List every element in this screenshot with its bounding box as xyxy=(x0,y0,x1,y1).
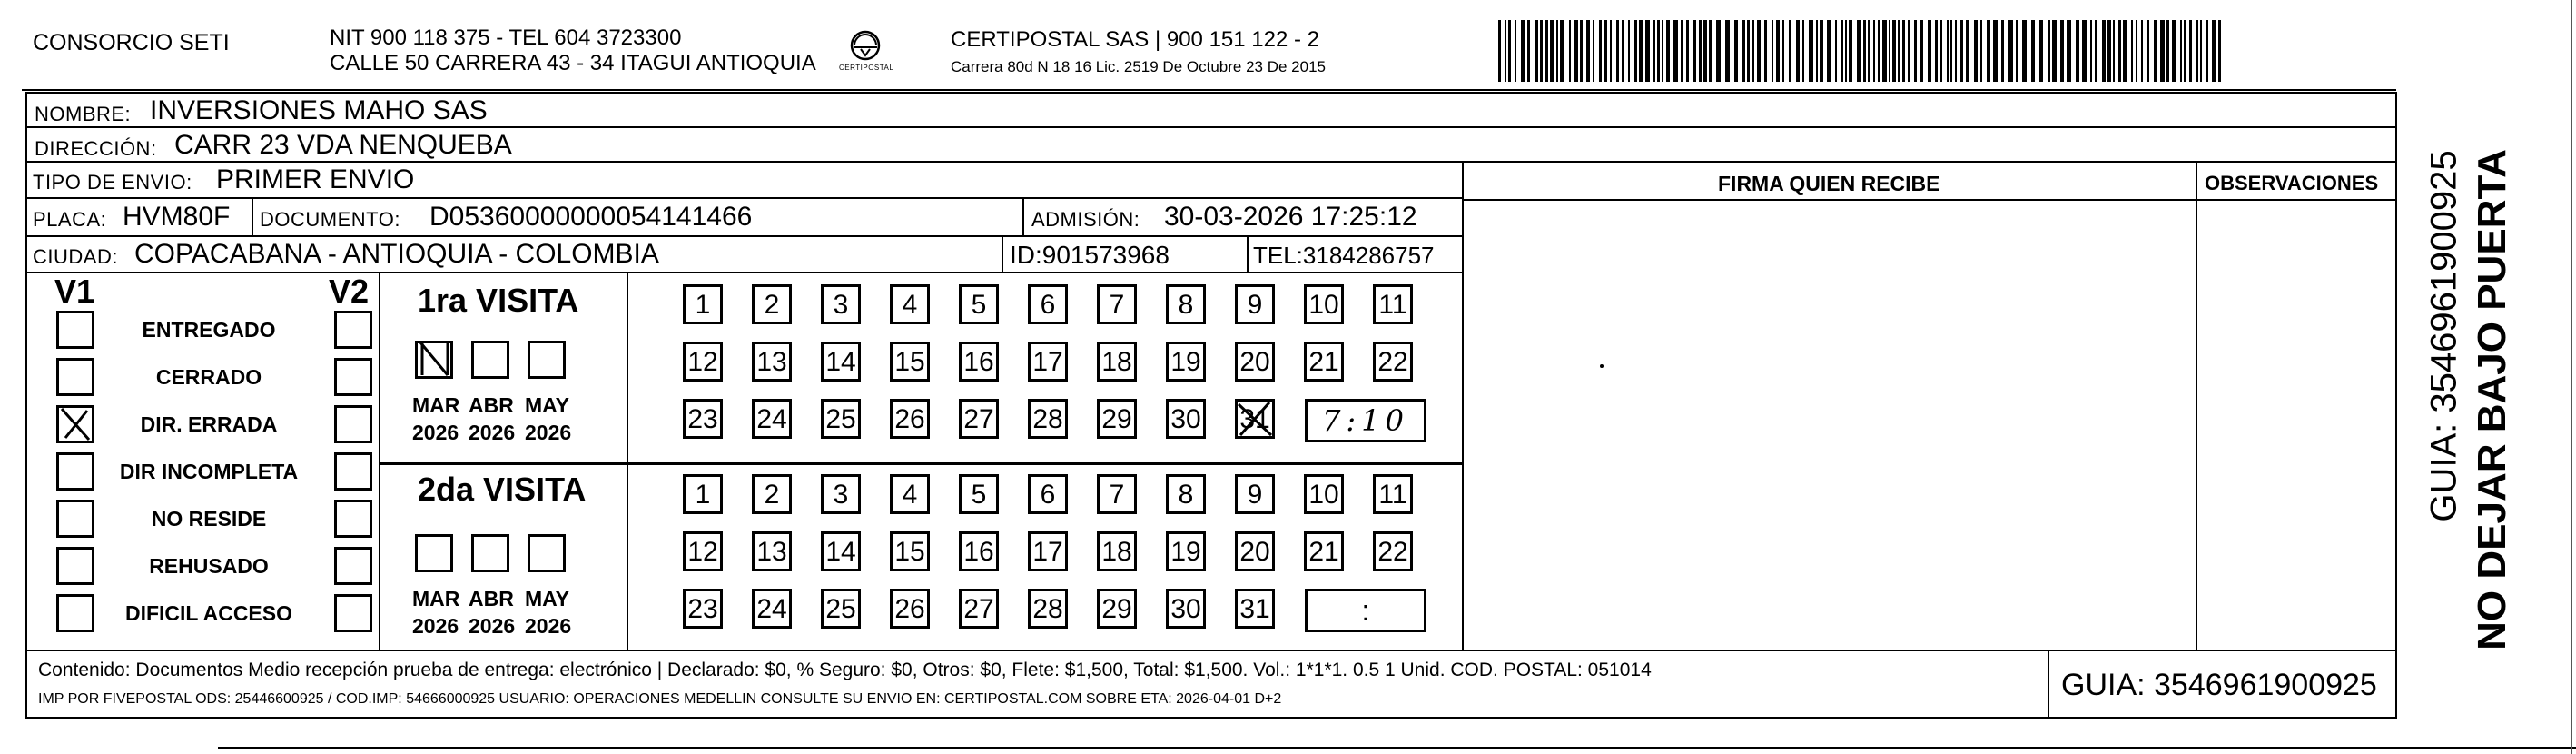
hand-month-mark xyxy=(415,339,453,379)
month-checkbox[interactable] xyxy=(415,534,453,572)
v1-checkbox[interactable] xyxy=(56,547,94,585)
day-box[interactable]: 24 xyxy=(752,399,792,439)
month-label: MAY xyxy=(525,587,569,610)
month-label: MAR xyxy=(412,587,460,610)
barcode-bar xyxy=(1716,20,1721,82)
hand-day-mark xyxy=(1235,399,1275,439)
month-checkbox[interactable] xyxy=(471,341,509,379)
barcode-bar xyxy=(1616,20,1619,82)
barcode-bar xyxy=(1657,20,1660,82)
divider xyxy=(1022,197,1024,235)
day-box[interactable]: 11 xyxy=(1373,474,1413,514)
placa-row xyxy=(25,197,1464,237)
ciudad-value: COPACABANA - ANTIOQUIA - COLOMBIA xyxy=(134,239,659,269)
barcode-bar xyxy=(1816,20,1818,82)
v2-checkbox[interactable] xyxy=(334,405,372,443)
day-box[interactable]: 24 xyxy=(752,589,792,629)
year-label: 2026 xyxy=(469,421,516,444)
tipo-row xyxy=(25,161,1464,199)
month-checkbox[interactable] xyxy=(471,534,509,572)
v2-checkbox[interactable] xyxy=(334,547,372,585)
tipo-value: PRIMER ENVIO xyxy=(216,164,415,194)
barcode-bar xyxy=(1841,20,1843,82)
barcode-bar xyxy=(1703,20,1707,82)
day-box[interactable]: 25 xyxy=(821,399,861,439)
status-option-label: NO RESIDE xyxy=(151,507,267,531)
firma-area xyxy=(1464,161,2197,651)
month-label: MAR xyxy=(412,393,460,417)
barcode-bar xyxy=(2154,20,2157,82)
day-box[interactable]: 22 xyxy=(1373,342,1413,382)
barcode-bar xyxy=(1569,20,1571,82)
day-box[interactable]: 17 xyxy=(1028,342,1068,382)
documento-label: DOCUMENTO: xyxy=(260,208,400,231)
barcode-bar xyxy=(1955,20,1957,82)
v1-checkbox[interactable] xyxy=(56,500,94,538)
barcode-bar xyxy=(1974,20,1978,82)
barcode-bar xyxy=(1747,20,1750,82)
barcode-bar xyxy=(1920,20,1923,82)
day-box[interactable]: 30 xyxy=(1166,399,1206,439)
barcode-bar xyxy=(2016,20,2018,82)
barcode-bar xyxy=(1764,20,1767,82)
v2-checkbox[interactable] xyxy=(334,311,372,349)
v1-label: V1 xyxy=(54,273,95,310)
placa-value: HVM80F xyxy=(123,202,231,232)
barcode-bar xyxy=(1782,20,1784,82)
day-box[interactable]: 21 xyxy=(1304,531,1344,571)
day-box[interactable]: 27 xyxy=(959,399,999,439)
day-box[interactable]: 8 xyxy=(1166,474,1206,514)
time-box[interactable]: 7:10 xyxy=(1305,399,1426,442)
day-box[interactable]: 19 xyxy=(1166,531,1206,571)
status-option-label: ENTREGADO xyxy=(142,318,276,342)
id-value: ID:901573968 xyxy=(1010,241,1170,269)
barcode-bar xyxy=(2082,20,2087,82)
barcode-bar xyxy=(1508,20,1511,82)
barcode-bar xyxy=(1545,20,1548,82)
barcode-bar xyxy=(2189,20,2192,82)
barcode-bar xyxy=(1980,20,1982,82)
admision-value: 30-03-2026 17:25:12 xyxy=(1164,202,1417,232)
logo-caption: CERTIPOSTAL xyxy=(839,64,894,72)
barcode-bar xyxy=(1540,20,1543,82)
certipostal-logo xyxy=(834,29,897,80)
barcode-bar xyxy=(2090,20,2092,82)
barcode-bar xyxy=(2123,20,2127,82)
day-box[interactable]: 12 xyxy=(683,531,723,571)
nombre-row xyxy=(25,92,2397,128)
barcode-bar xyxy=(2180,20,2182,82)
barcode-bar xyxy=(1889,20,1890,82)
day-box[interactable]: 10 xyxy=(1304,474,1344,514)
barcode-bar xyxy=(2172,20,2176,82)
barcode-bar xyxy=(1639,20,1643,82)
barcode-bar xyxy=(1734,20,1738,82)
divider xyxy=(1247,235,1249,272)
barcode-bar xyxy=(2200,20,2202,82)
admision-label: ADMISIÓN: xyxy=(1031,208,1140,231)
imp-text: IMP POR FIVEPOSTAL ODS: 25446600925 / COD.IMP: 54666000925 USUARIO: OPERACIONES MEDELLIN CONSULTE SU ENVIO EN: CERTIPOSTAL.COM SOBRE ETA: 2026-04-01 D+2 xyxy=(38,691,1282,707)
barcode-bar xyxy=(1622,20,1624,82)
barcode-bar xyxy=(1892,20,1896,82)
barcode-bar xyxy=(1809,20,1813,82)
barcode-bar xyxy=(1527,20,1530,82)
barcode-bar xyxy=(1835,20,1837,82)
nombre-value: INVERSIONES MAHO SAS xyxy=(150,95,488,125)
barcode-bar xyxy=(1960,20,1963,82)
day-box[interactable]: 14 xyxy=(821,342,861,382)
day-box[interactable]: 31 xyxy=(1235,399,1275,439)
barcode-bar xyxy=(1550,20,1554,82)
direccion-row xyxy=(25,126,2397,163)
barcode-bar xyxy=(1820,20,1823,82)
day-box[interactable]: 28 xyxy=(1028,399,1068,439)
day-box[interactable]: 10 xyxy=(1304,284,1344,324)
barcode-bar xyxy=(2160,20,2165,82)
barcode-bar xyxy=(1914,20,1917,82)
barcode-bar xyxy=(1757,20,1761,82)
month-label: ABR xyxy=(469,587,514,610)
barcode-bar xyxy=(1863,20,1866,82)
day-box[interactable]: 28 xyxy=(1028,589,1068,629)
observaciones-label: OBSERVACIONES xyxy=(2205,172,2379,194)
address-line: CALLE 50 CARRERA 43 - 34 ITAGUI ANTIOQUIA xyxy=(330,51,816,75)
year-label: 2026 xyxy=(469,614,516,638)
day-box[interactable]: 2 xyxy=(752,284,792,324)
v2-checkbox[interactable] xyxy=(334,452,372,491)
day-box[interactable]: 5 xyxy=(959,474,999,514)
v2-checkbox[interactable] xyxy=(334,500,372,538)
day-box[interactable]: 9 xyxy=(1235,284,1275,324)
barcode-bar xyxy=(1628,20,1630,82)
ciudad-row xyxy=(25,235,1464,273)
barcode-bar xyxy=(1752,20,1754,82)
day-box[interactable]: 29 xyxy=(1097,399,1137,439)
barcode-bar xyxy=(1849,20,1852,82)
barcode-bar xyxy=(1673,20,1678,82)
barcode-bar xyxy=(1693,20,1696,82)
day-box[interactable]: 7 xyxy=(1097,474,1137,514)
day-box[interactable]: 5 xyxy=(959,284,999,324)
day-box[interactable]: 17 xyxy=(1028,531,1068,571)
barcode-bar xyxy=(1498,20,1501,82)
day-box[interactable]: 20 xyxy=(1235,342,1275,382)
day-box[interactable]: 14 xyxy=(821,531,861,571)
day-box[interactable]: 26 xyxy=(890,589,930,629)
day-box[interactable]: 29 xyxy=(1097,589,1137,629)
cut-line xyxy=(218,747,2576,749)
status-option-label: CERRADO xyxy=(155,365,262,389)
placa-label: PLACA: xyxy=(33,208,107,231)
month-checkbox[interactable] xyxy=(528,341,566,379)
day-box[interactable]: 1 xyxy=(683,284,723,324)
barcode-bar xyxy=(1796,20,1800,82)
v1-checkbox[interactable] xyxy=(56,358,94,396)
frame-right-line xyxy=(2571,0,2572,754)
barcode-bar xyxy=(1987,20,1990,82)
v1-checkbox[interactable] xyxy=(56,594,94,632)
barcode-bar xyxy=(1535,20,1538,82)
day-box[interactable]: 25 xyxy=(821,589,861,629)
barcode-bar xyxy=(2184,20,2186,82)
barcode-bar xyxy=(1966,20,1969,82)
day-box[interactable]: 13 xyxy=(752,531,792,571)
barcode-bar xyxy=(1681,20,1683,82)
barcode-bar xyxy=(1610,20,1612,82)
barcode-bar xyxy=(2102,20,2106,82)
year-label: 2026 xyxy=(525,421,572,444)
barcode-bar xyxy=(1699,20,1702,82)
day-box[interactable]: 6 xyxy=(1028,474,1068,514)
barcode-bar xyxy=(2147,20,2149,82)
year-label: 2026 xyxy=(412,421,459,444)
barcode-bar xyxy=(2107,20,2111,82)
barcode-bar xyxy=(1580,20,1583,82)
barcode-bar xyxy=(1935,20,1938,82)
barcode-bar xyxy=(1868,20,1870,82)
second-visit-title: 2da VISITA xyxy=(418,471,587,508)
status-option-label: REHUSADO xyxy=(149,554,269,578)
license-line: Carrera 80d N 18 16 Lic. 2519 De Octubre 23 De 2015 xyxy=(951,58,1326,75)
contenido-text: Contenido: Documentos Medio recepción prueba de entrega: electrónico | Declarado: $0, % Seguro: $0, Otros: $0, Flete: $1,500, Total: $1,500. Vol.: 1*1*1. 0.5 1 Unid. COD. POSTAL: 051014 xyxy=(38,660,1652,680)
side-guia: GUIA: 3546961900925 xyxy=(2423,150,2464,522)
day-box[interactable]: 21 xyxy=(1304,342,1344,382)
barcode-bar xyxy=(1556,20,1558,82)
day-box[interactable]: 18 xyxy=(1097,342,1137,382)
barcode-bar xyxy=(1873,20,1875,82)
day-box[interactable]: 26 xyxy=(890,399,930,439)
day-box[interactable]: 8 xyxy=(1166,284,1206,324)
barcode-bar xyxy=(1686,20,1689,82)
barcode-bar xyxy=(2031,20,2035,82)
barcode-bar xyxy=(1789,20,1791,82)
day-box[interactable]: 23 xyxy=(683,399,723,439)
day-box[interactable]: 16 xyxy=(959,531,999,571)
barcode-bar xyxy=(1725,20,1730,82)
firma-label: FIRMA QUIEN RECIBE xyxy=(1718,172,1940,195)
barcode-bar xyxy=(1593,20,1594,82)
hand-check-mark xyxy=(56,405,94,443)
barcode-bar xyxy=(1586,20,1590,82)
day-box[interactable]: 15 xyxy=(890,531,930,571)
day-box[interactable]: 4 xyxy=(890,284,930,324)
observaciones-header xyxy=(2197,163,2395,201)
time-box[interactable]: : xyxy=(1305,589,1426,632)
certipostal-line: CERTIPOSTAL SAS | 900 151 122 - 2 xyxy=(951,27,1319,52)
barcode-bar xyxy=(2131,20,2133,82)
day-box[interactable]: 11 xyxy=(1373,284,1413,324)
barcode-bar xyxy=(1776,20,1780,82)
year-label: 2026 xyxy=(412,614,459,638)
company-name: CONSORCIO SETI xyxy=(33,30,230,55)
day-box[interactable]: 27 xyxy=(959,589,999,629)
day-box[interactable]: 4 xyxy=(890,474,930,514)
barcode-bar xyxy=(1560,20,1564,82)
year-label: 2026 xyxy=(525,614,572,638)
barcode-bar xyxy=(1845,20,1847,82)
month-label: ABR xyxy=(469,393,514,417)
barcode-bar xyxy=(1505,20,1506,82)
barcode-bar xyxy=(1521,20,1525,82)
barcode xyxy=(1498,20,2225,82)
barcode-bar xyxy=(1882,20,1887,82)
divider xyxy=(252,197,253,235)
day-box[interactable]: 3 xyxy=(821,474,861,514)
tel-value: TEL:3184286757 xyxy=(1253,242,1435,269)
barcode-bar xyxy=(2076,20,2079,82)
side-warning: NO DEJAR BAJO PUERTA xyxy=(2470,149,2514,650)
logo-emblem-icon xyxy=(834,29,897,80)
month-checkbox[interactable] xyxy=(528,534,566,572)
status-option-label: DIFICIL ACCESO xyxy=(124,601,292,625)
barcode-bar xyxy=(2118,20,2121,82)
observaciones-area xyxy=(2196,161,2397,651)
barcode-bar xyxy=(1666,20,1670,82)
barcode-bar xyxy=(1940,20,1942,82)
barcode-bar xyxy=(2095,20,2097,82)
barcode-bar xyxy=(2141,20,2143,82)
barcode-bar xyxy=(1802,20,1804,82)
barcode-bar xyxy=(1950,20,1952,82)
top-border xyxy=(22,89,2396,91)
day-box[interactable]: 15 xyxy=(890,342,930,382)
day-box[interactable]: 3 xyxy=(821,284,861,324)
barcode-bar xyxy=(2001,20,2004,82)
day-box[interactable]: 6 xyxy=(1028,284,1068,324)
barcode-bar xyxy=(1662,20,1663,82)
barcode-bar xyxy=(2136,20,2137,82)
barcode-bar xyxy=(2048,20,2050,82)
footer-guia: GUIA: 3546961900925 xyxy=(2061,668,2377,702)
barcode-bar xyxy=(1772,20,1773,82)
day-box[interactable]: 1 xyxy=(683,474,723,514)
barcode-bar xyxy=(1742,20,1745,82)
barcode-bar xyxy=(1878,20,1880,82)
barcode-bar xyxy=(1574,20,1578,82)
barcode-bar xyxy=(1515,20,1516,82)
barcode-bar xyxy=(2022,20,2027,82)
barcode-bar xyxy=(2206,20,2208,82)
barcode-bar xyxy=(2113,20,2115,82)
month-label: MAY xyxy=(525,393,569,417)
day-box[interactable]: 9 xyxy=(1235,474,1275,514)
barcode-bar xyxy=(1902,20,1905,82)
barcode-bar xyxy=(1947,20,1949,82)
day-box[interactable]: 20 xyxy=(1235,531,1275,571)
barcode-bar xyxy=(1604,20,1607,82)
day-box[interactable]: 31 xyxy=(1235,589,1275,629)
v1-checkbox[interactable] xyxy=(56,452,94,491)
barcode-bar xyxy=(1709,20,1712,82)
direccion-label: DIRECCIÓN: xyxy=(35,137,157,160)
nombre-label: NOMBRE: xyxy=(35,103,132,125)
visit-split xyxy=(379,462,1464,465)
barcode-bar xyxy=(1599,20,1602,82)
barcode-bar xyxy=(2212,20,2216,82)
barcode-bar xyxy=(2052,20,2057,82)
day-box[interactable]: 30 xyxy=(1166,589,1206,629)
barcode-bar xyxy=(2067,20,2071,82)
footer-box xyxy=(25,650,2397,719)
first-visit-title: 1ra VISITA xyxy=(418,282,579,319)
direccion-value: CARR 23 VDA NENQUEBA xyxy=(174,130,512,160)
day-box[interactable]: 22 xyxy=(1373,531,1413,571)
day-box[interactable]: 12 xyxy=(683,342,723,382)
barcode-bar xyxy=(2218,20,2221,82)
status-option-label: DIR. ERRADA xyxy=(140,412,278,436)
documento-value: D05360000000054141466 xyxy=(429,202,753,232)
nit-line: NIT 900 118 375 - TEL 604 3723300 xyxy=(330,25,682,50)
v2-checkbox[interactable] xyxy=(334,358,372,396)
barcode-bar xyxy=(1908,20,1910,82)
day-box[interactable]: 16 xyxy=(959,342,999,382)
v2-checkbox[interactable] xyxy=(334,594,372,632)
barcode-bar xyxy=(1645,20,1650,82)
barcode-bar xyxy=(1827,20,1831,82)
v2-label: V2 xyxy=(329,273,370,310)
stray-dot xyxy=(1600,364,1604,368)
status-option-label: DIR INCOMPLETA xyxy=(119,460,299,483)
day-box[interactable]: 7 xyxy=(1097,284,1137,324)
barcode-bar xyxy=(1857,20,1861,82)
firma-header xyxy=(1464,163,2196,201)
barcode-bar xyxy=(1993,20,1998,82)
divider xyxy=(1002,235,1003,272)
ciudad-label: CIUDAD: xyxy=(33,245,118,268)
divider xyxy=(2048,651,2049,717)
barcode-bar xyxy=(2166,20,2169,82)
barcode-bar xyxy=(2008,20,2013,82)
barcode-bar xyxy=(2039,20,2043,82)
day-box[interactable]: 2 xyxy=(752,474,792,514)
day-box[interactable]: 19 xyxy=(1166,342,1206,382)
tipo-label: TIPO DE ENVIO: xyxy=(33,171,192,193)
day-box[interactable]: 18 xyxy=(1097,531,1137,571)
barcode-bar xyxy=(1928,20,1931,82)
barcode-bar xyxy=(1898,20,1900,82)
day-box[interactable]: 13 xyxy=(752,342,792,382)
day-box[interactable]: 23 xyxy=(683,589,723,629)
v1-checkbox[interactable] xyxy=(56,311,94,349)
barcode-bar xyxy=(2060,20,2064,82)
barcode-bar xyxy=(1634,20,1637,82)
barcode-bar xyxy=(2196,20,2198,82)
barcode-bar xyxy=(1653,20,1655,82)
